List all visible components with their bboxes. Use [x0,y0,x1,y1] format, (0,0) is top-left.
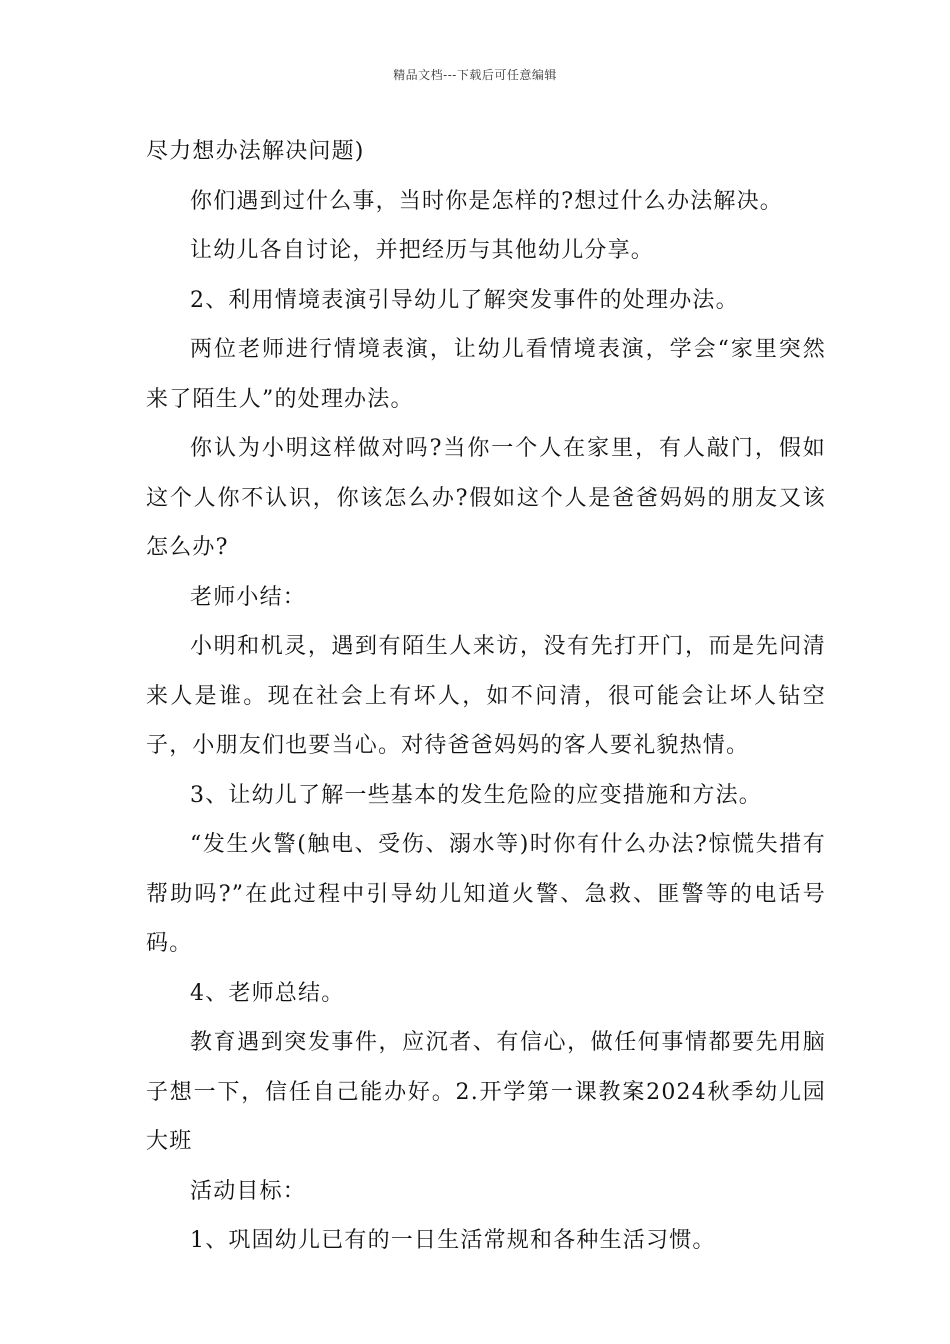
paragraph: 教育遇到突发事件，应沉者、有信心，做任何事情都要先用脑子想一下，信任自己能办好。2.开学第一课教案2024秋季幼儿园大班 [146,1030,826,1154]
paragraph: 你认为小明这样做对吗?当你一个人在家里，有人敲门，假如这个人你不认识，你该怎么办?假如这个人是爸爸妈妈的朋友又该怎么办? [146,436,826,560]
page-header: 精品文档---下载后可任意编辑 [393,68,557,82]
paragraph: 你们遇到过什么事，当时你是怎样的?想过什么办法解决。 [190,188,783,214]
paragraph: 1、巩固幼儿已有的一日生活常规和各种生活习惯。 [190,1228,716,1253]
section-heading: 4、老师总结。 [190,980,345,1006]
section-heading: 2、利用情境表演引导幼儿了解突发事件的处理办法。 [190,287,739,313]
paragraph: 小明和机灵，遇到有陌生人来访，没有先打开门，而是先问清来人是谁。现在社会上有坏人，如不问清，很可能会让坏人钻空子，小朋友们也要当心。对待爸爸妈妈的客人要礼貌热情。 [146,634,826,758]
section-heading: 3、让幼儿了解一些基本的发生危险的应变措施和方法。 [190,782,762,808]
paragraph: 让幼儿各自讨论，并把经历与其他幼儿分享。 [190,238,655,263]
paragraph: 尽力想办法解决问题) [146,139,365,164]
paragraph: 老师小结： [190,584,307,610]
paragraph: 活动目标： [190,1178,307,1204]
document-body [146,127,826,1266]
paragraph: “发生火警(触电、受伤、溺水等)时你有什么办法?惊慌失措有帮助吗?”在此过程中引导幼儿知道火警、急救、匪警等的电话号码。 [146,832,826,956]
paragraph: 两位老师进行情境表演，让幼儿看情境表演，学会“家里突然来了陌生人”的处理办法。 [146,337,826,412]
